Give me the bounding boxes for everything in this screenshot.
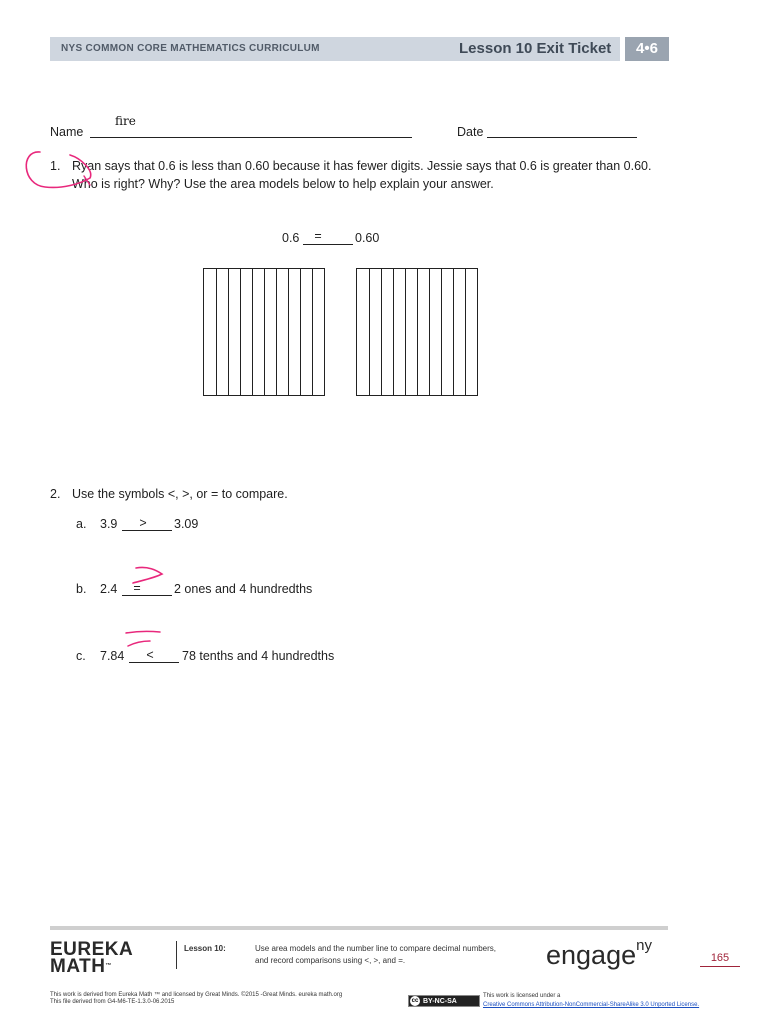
q2c-right: 78 tenths and 4 hundredths [182,649,335,663]
q2b-label: b. [76,582,87,596]
tenths-divider [405,269,406,395]
q2b-answer: = [133,581,141,595]
tenths-divider [453,269,454,395]
q2a-label: a. [76,517,87,531]
engage-ny: ny [636,937,652,954]
name-handwritten: fire [115,114,136,128]
tenths-divider [228,269,229,395]
tenths-divider [417,269,418,395]
tenths-divider [465,269,466,395]
logo-line-1: EUREKA [50,939,134,960]
tenths-divider [441,269,442,395]
eureka-math-logo [50,941,133,975]
footer-rule [50,926,668,930]
q2c-answer: < [146,648,154,662]
area-model-hundredths [356,268,478,396]
tenths-divider [393,269,394,395]
q1-text-line1: Ryan says that 0.6 is less than 0.60 because it has fewer digits. Jessie says that 0.6 is greater than 0.60. [72,159,652,173]
tenths-divider [264,269,265,395]
q2b-right: 2 ones and 4 hundredths [174,582,313,596]
ink-bar-q2c [126,631,160,633]
cc-icon: cc [411,998,419,1004]
cc-badge-text: BY-NC-SA [423,998,457,1005]
logo-math: MATH [50,956,106,977]
logo-line-2 [50,958,133,975]
footer-objective [255,943,545,967]
ink-stroke-q2c [128,641,150,646]
name-label: Name [50,125,84,139]
q2a-left: 3.9 [100,517,118,531]
area-model-tenths [203,268,325,396]
q2b-left: 2.4 [100,582,118,596]
q2-number: 2. [50,487,61,501]
q1-answer-line[interactable] [303,244,353,245]
footer-lesson-label: Lesson 10: [184,944,226,953]
page-number: 165 [700,952,740,967]
q2c-answer-line[interactable] [129,662,179,663]
tenths-divider [312,269,313,395]
q1-number: 1. [50,159,61,173]
footer-divider [176,941,177,969]
q2a-answer: > [139,516,147,530]
tenths-divider [216,269,217,395]
name-line[interactable] [90,137,412,138]
tenths-divider [369,269,370,395]
q2c-label: c. [76,649,86,663]
q1-answer: = [314,229,322,243]
date-label: Date [457,125,484,139]
tenths-divider [240,269,241,395]
objective-line-2: and record comparisons using <, >, and =. [255,956,406,965]
engage-word: engage [546,940,637,970]
tenths-divider [381,269,382,395]
q1-right-value: 0.60 [355,231,380,245]
q1-left-value: 0.6 [282,231,300,245]
q1-text-line2: Who is right? Why? Use the area models below to help explain your answer. [72,177,494,191]
q2a-answer-line[interactable] [122,530,172,531]
q2c-left: 7.84 [100,649,125,663]
q2-prompt: Use the symbols <, >, or = to compare. [72,487,288,501]
date-line[interactable] [487,137,637,138]
q2a-right: 3.09 [174,517,199,531]
tenths-divider [276,269,277,395]
cc-license-badge[interactable] [408,995,480,1007]
grade-module-badge: 4•6 [625,37,669,61]
credit-line-2: This file derived from G4-M6-TE-1.3.0-06.2015 [50,999,175,1005]
tenths-divider [300,269,301,395]
objective-line-1: Use area models and the number line to compare decimal numbers, [255,944,497,953]
curriculum-title: NYS COMMON CORE MATHEMATICS CURRICULUM [61,43,320,54]
credit-line-1: This work is derived from Eureka Math ™ and licensed by Great Minds. ©2015 -Great Minds. eureka math.org [50,992,343,998]
logo-tm: ™ [105,963,112,969]
q2b-answer-line[interactable] [122,595,172,596]
license-link[interactable]: Creative Commons Attribution-NonCommercial-ShareAlike 3.0 Unported License. [483,1002,700,1008]
tenths-divider [429,269,430,395]
tenths-divider [288,269,289,395]
license-text: This work is licensed under a [483,993,561,999]
engageny-logo [546,937,652,971]
tenths-divider [252,269,253,395]
lesson-title: Lesson 10 Exit Ticket [459,40,612,57]
